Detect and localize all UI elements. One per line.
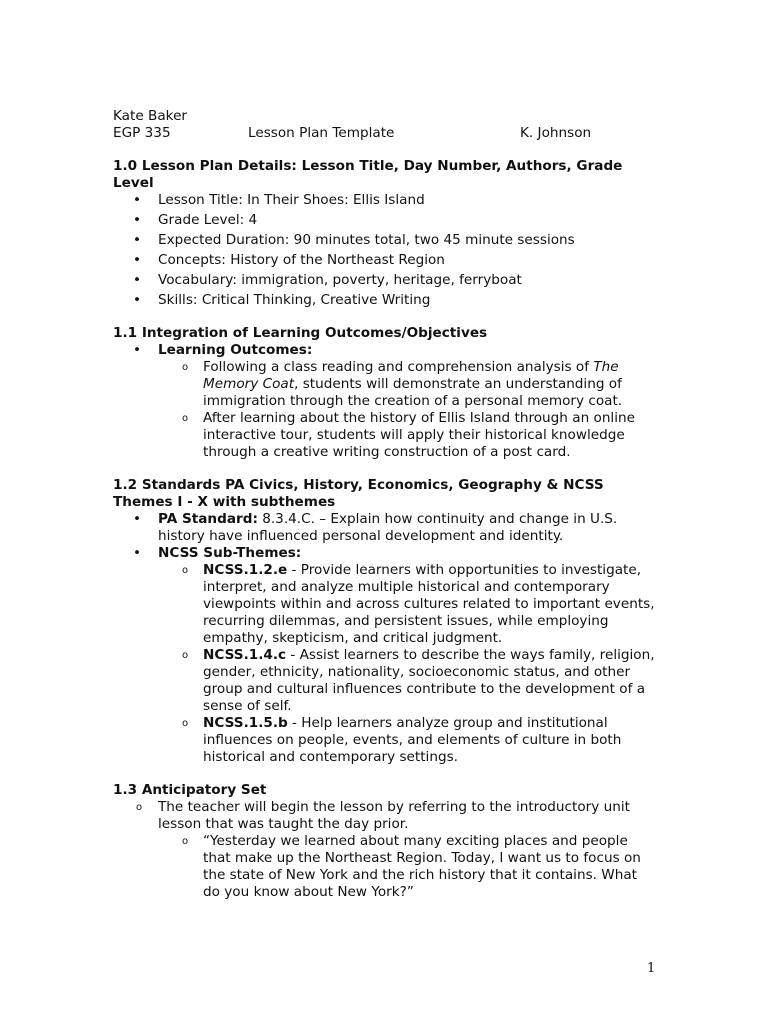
sub-list (158, 359, 658, 461)
sub-heading: Learning Outcomes: (158, 342, 313, 358)
code: NCSS.1.5.b (203, 715, 288, 731)
text: The teacher will begin the lesson by referring to the introductory unit lesson that was taught the day prior. (158, 799, 630, 832)
section-1-2 (113, 477, 658, 766)
text: , students will demonstrate an understanding of immigration through the creation of a personal memory coat. (203, 376, 623, 409)
list-item: • Grade Level: 4 (113, 212, 658, 229)
details-list (113, 192, 658, 309)
code: NCSS.1.2.e (203, 562, 288, 578)
anticipatory-list (113, 799, 658, 901)
code: NCSS.1.4.c (203, 647, 287, 663)
list-item: • Concepts: History of the Northeast Region (113, 252, 658, 269)
label: PA Standard: (158, 511, 258, 527)
course-code: EGP 335 (113, 125, 171, 141)
section-heading: 1.2 Standards PA Civics, History, Economics, Geography & NCSS Themes I - X with subthemes (113, 477, 604, 510)
sub-list (158, 833, 658, 901)
section-heading: 1.0 Lesson Plan Details: Lesson Title, Day Number, Authors, Grade Level (113, 158, 623, 191)
sub-list-item: o “Yesterday we learned about many exciting places and people that make up the Northeast Region. Today, I want us to focus on the state of New York and the rich history that it contains. What do you know about New York?” (158, 833, 658, 901)
list-item (113, 545, 658, 766)
list-item: • Expected Duration: 90 minutes total, two 45 minute sessions (113, 232, 658, 249)
outcomes-list (113, 342, 658, 461)
text: 8.3.4.C. – Explain how continuity and change in U.S. history have influenced personal development and identity. (158, 511, 618, 544)
header-row (113, 125, 658, 142)
section-1-3 (113, 782, 658, 901)
text: - Provide learners with opportunities to investigate, interpret, and analyze multiple historical and contemporary viewpoints within and across cultures related to important events, recurring dilemmas, and persistent issues, while employing empathy, skepticism, and critical judgment. (203, 562, 655, 646)
sub-list-item (158, 562, 658, 647)
list-item (113, 799, 658, 901)
section-1-1 (113, 325, 658, 461)
document-title: Lesson Plan Template (248, 125, 395, 141)
list-item: • Skills: Critical Thinking, Creative Writing (113, 292, 658, 309)
page-number: 1 (647, 961, 656, 976)
sub-list-item (158, 647, 658, 715)
document-body (113, 108, 658, 901)
list-item: • Lesson Title: In Their Shoes: Ellis Island (113, 192, 658, 209)
book-title: The Memory Coat (203, 359, 619, 392)
sub-list-item: o After learning about the history of Ellis Island through an online interactive tour, students will apply their historical knowledge through a creative writing construction of a post card. (158, 410, 658, 461)
section-1-0 (113, 158, 658, 309)
list-item (113, 342, 658, 461)
text: - Assist learners to describe the ways family, religion, gender, ethnicity, nationality, socioeconomic status, and other group and cultural influences contribute to the development of a sense of self. (203, 647, 655, 714)
section-heading: 1.1 Integration of Learning Outcomes/Objectives (113, 325, 488, 341)
list-item (113, 511, 658, 545)
author-line: Kate Baker (113, 108, 188, 124)
sub-heading: NCSS Sub-Themes: (158, 545, 302, 561)
text: Following a class reading and comprehension analysis of (203, 359, 594, 375)
sub-list-item (158, 715, 658, 766)
text: - Help learners analyze group and institutional influences on people, events, and elements of culture in both historical and contemporary settings. (203, 715, 622, 765)
list-item: • Vocabulary: immigration, poverty, heritage, ferryboat (113, 272, 658, 289)
section-heading: 1.3 Anticipatory Set (113, 782, 267, 798)
instructor-name: K. Johnson (520, 125, 592, 141)
sub-list-item (158, 359, 658, 410)
sub-list (158, 562, 658, 766)
standards-list (113, 511, 658, 766)
